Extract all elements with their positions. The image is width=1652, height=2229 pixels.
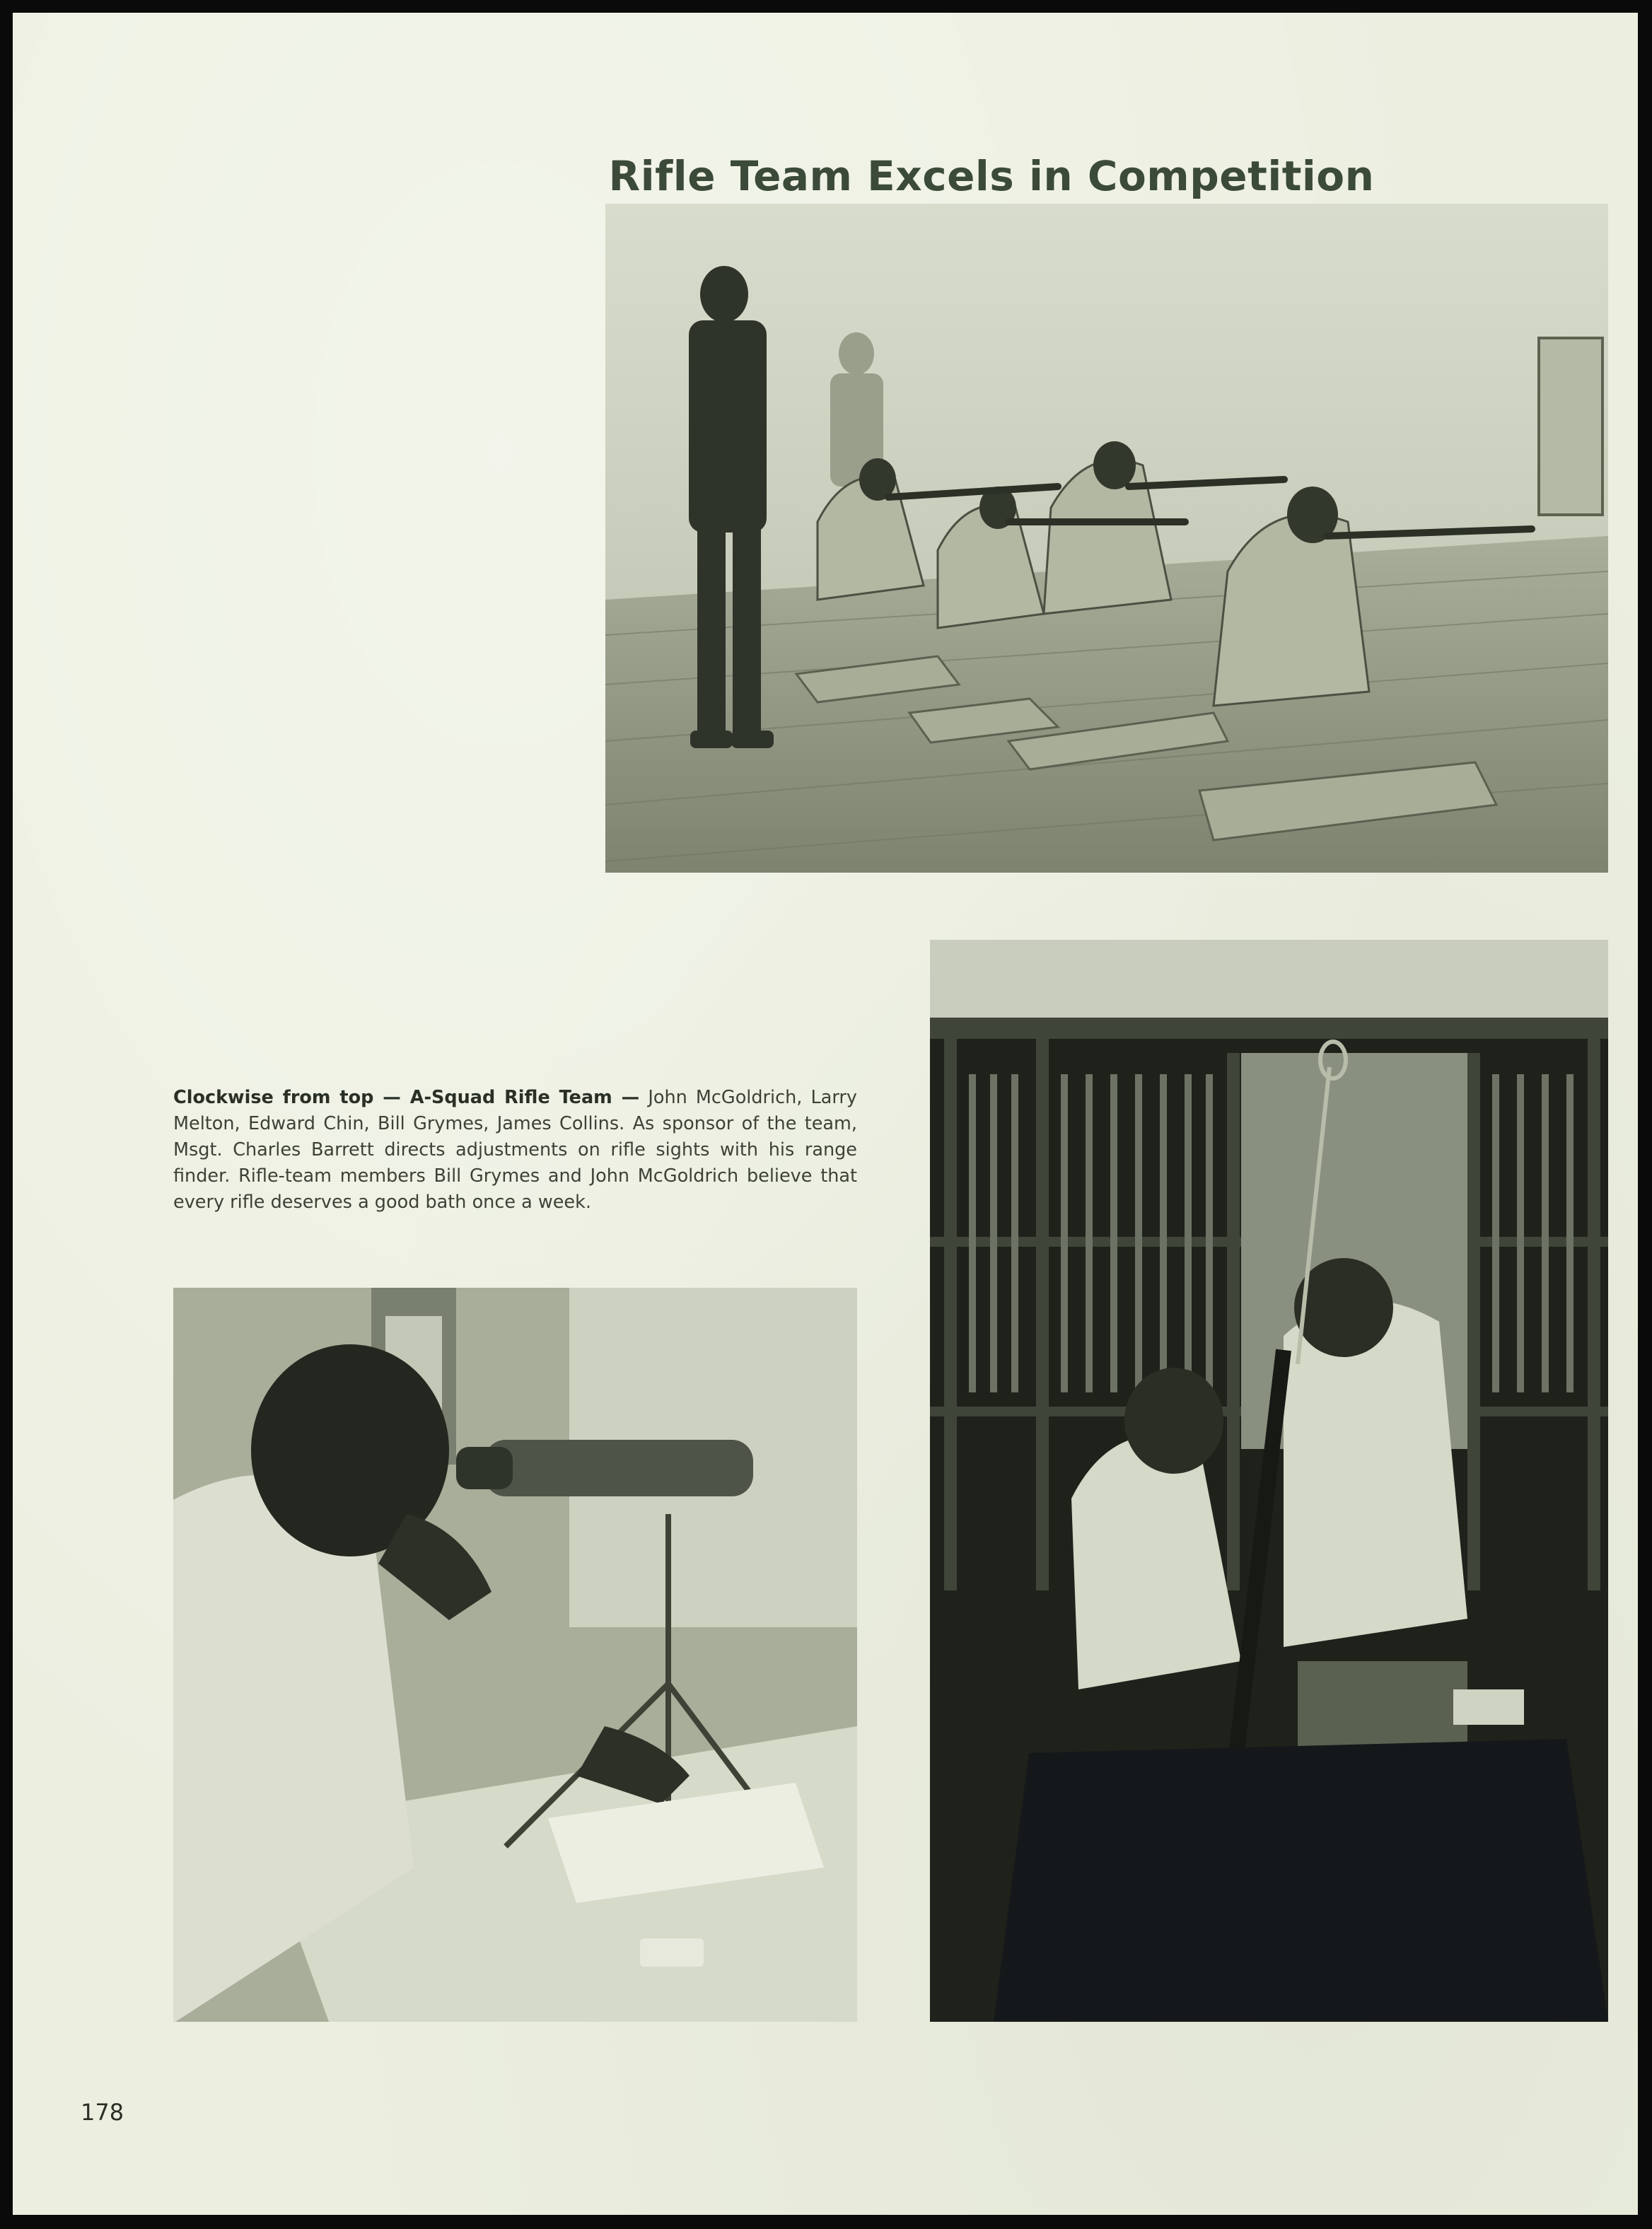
rifle-cleaning-photo xyxy=(930,940,1608,2022)
caption-body: John McGoldrich, Larry Melton, Edward Chin, Bill Grymes, James Collins. As sponsor of the team, Msgt. Charles Barrett directs adjustments on rifle sights with his range finder. Rifle-team members Bill Grymes and John McGoldrich believe that every rifle deserves a good bath once a week. xyxy=(173,1086,858,1213)
caption-lead: Clockwise from top — A-Squad Rifle Team — xyxy=(173,1086,640,1108)
rifle-team-photo xyxy=(605,204,1608,873)
range-finder-illustration xyxy=(173,1288,857,2022)
page-number: 178 xyxy=(81,2099,124,2126)
rifle-cleaning-illustration xyxy=(930,940,1608,2022)
yearbook-page xyxy=(13,13,1638,2215)
photo-caption xyxy=(173,1085,857,1216)
rifle-team-illustration xyxy=(605,204,1608,873)
page-title: Rifle Team Excels in Competition xyxy=(608,151,1375,200)
range-finder-photo xyxy=(173,1288,857,2022)
